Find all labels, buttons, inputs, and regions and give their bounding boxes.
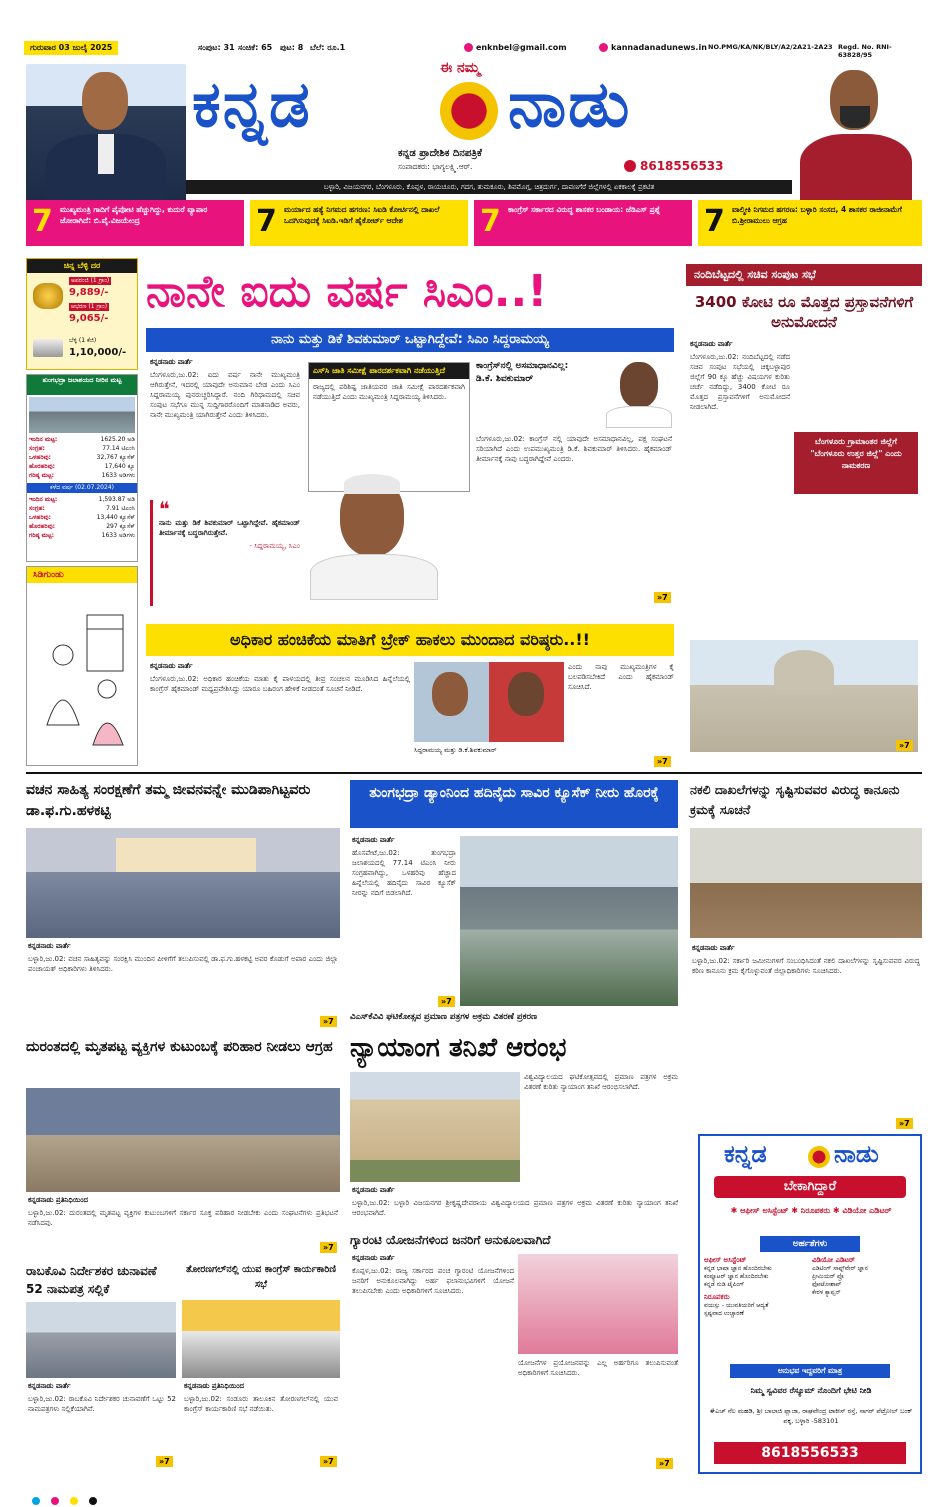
gold-24k-rate: 9,889/-: [69, 287, 109, 298]
dam-stat-row: ಇಂದಿನ ಮಟ್ಟ: 1625.20 ಅಡಿ: [29, 436, 135, 443]
lead-byline: ಕನ್ನಡನಾಡು ವಾರ್ತೆ: [150, 358, 193, 366]
fake-continued[interactable]: »7: [896, 1118, 913, 1129]
teaser-3[interactable]: 7 ಕಾಂಗ್ರೆಸ್ ಸರ್ಕಾರದ ವಿರುದ್ಧ ಶಾಸಕರ ಬಂಡಾಯ: ಜೆಡಿಎಸ್ ಪ್ರಶ್ನೆ: [474, 200, 692, 246]
email[interactable]: enknbel@gmail.com: [476, 43, 567, 52]
dam-gates-photo: [460, 836, 678, 1006]
inquiry-kicker: ವಿಎಸ್‌ಕೆವಿವಿ ಘಟಿಕೋತ್ಸವ ಪ್ರಮಾಣ ಪತ್ರಗಳ ಅಕ್ರಮ ವಿತರಣೆ ಪ್ರಕರಣ: [350, 1012, 538, 1022]
lead-body: ಬೆಂಗಳೂರು,ಜು.02: ಐದು ವರ್ಷ ನಾನೇ ಮುಖ್ಯಮಂತ್ರಿ ಆಗಿರುತ್ತೇನೆ, ಇದರಲ್ಲಿ ಯಾವುದೇ ಅನುಮಾನ ಬೇಡ ಎಂದು ಸಿಎಂ ಸಿದ್ದರಾಮಯ್ಯ ಪುನರುಚ್ಚರಿಸಿದ್ದಾರೆ. ನಂದಿ ಗಿರಿಧಾಮದಲ್ಲಿ ಸಚಿವ ಸಂಪುಟ ಸಭೆಗೂ ಮುನ್ನ ಸುದ್ದಿಗಾರರೊಂದಿಗೆ ಮಾತನಾಡಿದ ಅವರು, ನಾನೇ ಮುಖ್ಯಮಂತ್ರಿ ಯಾಗಿರುತ್ತೇನೆ ಎಂದು ತಿಳಿಸಿದರು.: [150, 371, 300, 419]
inquiry-body: ವಿಶ್ವವಿದ್ಯಾಲಯದ ಘಟಿಕೋತ್ಸವದಲ್ಲಿ ಪ್ರಮಾಣ ಪತ್ರಗಳ ಅಕ್ರಮ ವಿತರಣೆ ಕುರಿತು ನ್ಯಾಯಾಂಗ ತನಿಖೆ ಆರಂಭಿಸಲಾಗಿದೆ.: [524, 1073, 678, 1091]
ad-title-left: ಕನ್ನಡ: [724, 1140, 767, 1168]
price: ಬೆಲೆ: ರೂ.1: [310, 43, 346, 52]
ad-col2: ವಿಡಿಯೋ ಎಡಿಟರ್ ಎಡಿಟಿಂಗ್ ಸಾಫ್ಟ್‌ವೇರ್ ಜ್ಞಾನ ಪ್ರೀಮಿಯರ್ ಪ್ರೊ ಫೋಟೋಶಾಪ್ ಕೇರಳ ಕ್ಯಾಪ್ಷನ್: [812, 1256, 868, 1296]
raichur-continued[interactable]: »7: [156, 1456, 173, 1467]
power-body-2: ಎಂದು ನಾವು ಮುಖ್ಯಮಂತ್ರಿಗಳ ಕೈ ಬಲಪಡಿಸಬೇಕಿದೆ ಎಂದು ಹೈಕಮಾಂಡ್ ಸೂಚಿಸಿದೆ.: [568, 663, 674, 691]
siddaramaiah-photo: [300, 470, 450, 600]
website[interactable]: kannadanadunews.in: [611, 43, 707, 52]
teaser-strip: [26, 200, 922, 246]
inquiry-byline: ಕನ್ನಡನಾಡು ವಾರ್ತೆ: [352, 1186, 395, 1194]
raichur-photo: [26, 1302, 176, 1378]
ad-wanted: ಬೇಕಾಗಿದ್ದಾರೆ: [714, 1176, 906, 1198]
fake-byline: ಕನ್ನಡನಾಡು ವಾರ್ತೆ: [692, 944, 735, 952]
nandi-body: ಬೆಂಗಳೂರು,ಜು.02: ನಂದಿಬೆಟ್ಟದಲ್ಲಿ ನಡೆದ ಸಚಿವ ಸಂಪುಟ ಸಭೆಯಲ್ಲಿ ಚಿಕ್ಕಬಳ್ಳಾಪುರ ಜಿಲ್ಲೆಗೆ 90 ಕ್ಕೂ ಹೆಚ್ಚು ವಿಷಯಗಳ ಕುರಿತು ಚರ್ಚೆ ನಡೆದಿದ್ದು, 3400 ಕೋಟಿ ರೂ ಮೊತ್ತದ ಪ್ರಸ್ತಾವನೆಗಳಿಗೆ ಅನುಮೋದನೆ ನೀಡಲಾಗಿದೆ.: [690, 353, 790, 411]
guarantee-photo: [518, 1254, 678, 1354]
gold-coin-icon: [33, 283, 63, 309]
politician-photo-left: [26, 64, 186, 204]
dam-stat-row: ಒಳಹರಿವು: 13,440 ಕ್ಯೂಸೆಕ್: [29, 514, 135, 521]
power-body: ಬೆಂಗಳೂರು,ಜು.02: ಅಧಿಕಾರ ಹಂಚಿಕೆಯ ಮಾತು ಕೈ ಪಾಳಯದಲ್ಲಿ ತೀವ್ರ ಸಂಚಲನ ಮೂಡಿಸಿದ ಹಿನ್ನೆಲೆಯಲ್ಲಿ ಕಾಂಗ್ರೆಸ್ ಹೈಕಮಾಂಡ್ ಮಧ್ಯಪ್ರವೇಶಿಸಿದ್ದು ಯಾರೂ ಬಹಿರಂಗ ಹೇಳಿಕೆ ನೀಡದಂತೆ ಸೂಚನೆ ನೀಡಿದೆ.: [150, 675, 410, 693]
cartoon-illustration: [27, 585, 137, 765]
toranagal-headline: ತೋರಣಗಲ್‌ನಲ್ಲಿ ಯುವ ಕಾಂಗ್ರೆಸ್ ಕಾರ್ಯಕಾರಿಣಿ ಸಭೆ: [185, 1264, 336, 1290]
toranagal-body: ಬಳ್ಳಾರಿ,ಜು.02: ಸಂಡೂರು ತಾಲೂಕಿನ ತೋರಣಗಲ್‌ನಲ್ಲಿ ಯುವ ಕಾಂಗ್ರೆಸ್ ಕಾರ್ಯಕಾರಿಣಿ ಸಭೆ ನಡೆಯಿತು.: [184, 1395, 338, 1413]
dam-stat-row: ಗರಿಷ್ಠ ಮಟ್ಟ: 1633 ಅಡಿಗಳು: [29, 532, 135, 539]
dam-title: ತುಂಗಭದ್ರಾ ಜಲಾಶಯದ ನೀರಿನ ಮಟ್ಟ: [27, 375, 137, 395]
dam-stat-row: ಗರಿಷ್ಠ ಮಟ್ಟ: 1633 ಅಡಿಗಳು: [29, 472, 135, 479]
dam-stats-last-year: [29, 495, 135, 540]
guarantee-body: ಕೊಪ್ಪಳ,ಜು.02: ರಾಜ್ಯ ಸರ್ಕಾರದ ಪಂಚ ಗ್ಯಾರಂಟಿ ಯೋಜನೆಗಳಿಂದ ಜನರಿಗೆ ಅನುಕೂಲವಾಗಿದ್ದು ಅರ್ಹ ಫಲಾನುಭವಿಗಳಿಗೆ ಯೋಜನೆ ತಲುಪಿಸಬೇಕು ಎಂದು ಅಧಿಕಾರಿಗಳಿಗೆ ಸೂಚಿಸಿದರು.: [352, 1267, 514, 1295]
ad-address: #ಎಚ್ ನೆಲ ಮಹಡಿ, ಶ್ರೀ ಬಾಲಾಜಿ ಪ್ಲಾಜಾ, ರಾಘವೇಂದ್ರ ಟಾಕೀಸ್ ರಸ್ತೆ, ಸಾಗರ್ ಪೆಟ್ರೋಲ್ ಬಂಕ್ ಪಕ್ಕ, ಬಳ್ಳಾರಿ -583101: [709, 1407, 913, 1425]
silver-rate: 1,10,000/-: [69, 347, 127, 358]
quote-box: ❝ ನಾನು ಮತ್ತು ಡಿಕೆ ಶಿವಕುಮಾರ್ ಒಟ್ಟಾಗಿದ್ದೇವೆ. ಹೈಕಮಾಂಡ್ ತೀರ್ಮಾನಕ್ಕೆ ಬದ್ಧರಾಗಿರುತ್ತೇವೆ. - ಸಿದ್ದರಾಮಯ್ಯ, ಸಿಎಂ: [150, 500, 300, 606]
paper-title-left: ಕನ್ನಡ: [192, 68, 312, 142]
guarantee-byline: ಕನ್ನಡನಾಡು ವಾರ್ತೆ: [352, 1254, 395, 1262]
ad-resume: ನಿಮ್ಮ ಸ್ವವಿವರ ರೆಸ್ಯೂಮ್ ನೊಂದಿಗೆ ಭೇಟಿ ನೀಡಿ: [750, 1386, 872, 1395]
compensation-body: ಬಳ್ಳಾರಿ,ಜು.02: ದುರಂತದಲ್ಲಿ ಮೃತಪಟ್ಟ ವ್ಯಕ್ತಿಗಳ ಕುಟುಂಬಗಳಿಗೆ ಸರ್ಕಾರ ಸೂಕ್ತ ಪರಿಹಾರ ನೀಡಬೇಕು ಎಂದು ಸಂಘಟನೆಗಳು ಪ್ರತಿಭಟನೆ ನಡೆಸಿದವು.: [28, 1209, 338, 1227]
teaser-1[interactable]: 7 ಮುಖ್ಯಮಂತ್ರಿ ಗಾದಿಗೆ ಪೈಪೋಟಿ ಹೆಚ್ಚುಗಿದ್ದು, ಕುದುರೆ ವ್ಯಾಪಾರ ಜೋರಾಗಿದೆ: ಬಿ.ವೈ.ವಿಜಯೇಂದ್ರ: [26, 200, 244, 246]
lead-headline: ನಾನೇ ಐದು ವರ್ಷ ಸಿಎಂ..!: [146, 266, 548, 317]
tunga-body: ಹೊಸಪೇಟೆ,ಜು.02: ತುಂಗಭದ್ರಾ ಜಲಾಶಯದಲ್ಲಿ 77.14 ಟಿಎಂಸಿ ನೀರು ಸಂಗ್ರಹವಾಗಿದ್ದು, ಒಳಹರಿವು ಹೆಚ್ಚಾದ ಹಿನ್ನೆಲೆಯಲ್ಲಿ ಹದಿನೈದು ಸಾವಿರ ಕ್ಯೂಸೆಕ್ ನೀರನ್ನು ನದಿಗೆ ಬಿಡಲಾಗಿದೆ.: [352, 849, 456, 897]
fold-divider: [26, 772, 922, 774]
ad-col1: ಆಫೀಸ್ ಅಸಿಸ್ಟೆಂಟ್ ಕನ್ನಡ ಭಾಷಾ ಜ್ಞಾನ ಹೊಂದಿರಬೇಕು ಕಂಪ್ಯೂಟರ್ ಜ್ಞಾನ ಹೊಂದಿರಬೇಕು ಕನ್ನಡ ನುಡಿ ಟೈಪಿಂಗ್ ನಿರೂಪಕರು ವಯಸ್ಸು - ಯುವತಿಯರಿಗೆ ಆದ್ಯತೆ ಸ್ಪಷ್ಟವಾದ ಉಚ್ಚಾರಣೆ: [704, 1256, 772, 1317]
silver-bar-icon: [33, 339, 63, 357]
fake-headline: ನಕಲಿ ದಾಖಲೆಗಳನ್ನು ಸೃಷ್ಟಿಸುವವರ ವಿರುದ್ಧ ಕಾನೂನು ಕ್ರಮಕ್ಕೆ ಸೂಚನೆ: [690, 782, 900, 817]
editor: ಸಂಪಾದಕರು: ಭಾಗ್ಯಲಕ್ಷ್ಮಿ.ಆರ್.: [398, 162, 473, 171]
guarantee-headline: ಗ್ಯಾರಂಟಿ ಯೋಜನೆಗಳಿಂದ ಜನರಿಗೆ ಅನುಕೂಲವಾಗಿದೆ: [350, 1233, 551, 1247]
quote-icon: ❝: [159, 497, 170, 521]
guarantee-body-2: ಯೋಜನೆಗಳ ಪ್ರಯೋಜನವನ್ನು ಎಲ್ಲ ಅರ್ಹರಿಗೂ ತಲುಪಿಸುವಂತೆ ಅಧಿಕಾರಿಗಳಿಗೆ ಸೂಚಿಸಿದರು.: [518, 1359, 678, 1377]
dam-stat-row: ಹೊರಹರಿವು: 17,640 ಕ್ಯೂ: [29, 463, 135, 470]
masthead-phone[interactable]: 8618556533: [640, 159, 724, 173]
pages: ಪುಟ: 8: [280, 43, 304, 52]
dk-photo: [606, 358, 672, 428]
politician-photo-right: [790, 64, 920, 204]
raichur-body: ಬಳ್ಳಾರಿ,ಜು.02: ರಾಬಕೊವಿ ನಿರ್ದೇಶಕರ ಚುನಾವಣೆಗೆ ಒಟ್ಟು 52 ನಾಮಪತ್ರಗಳು ಸಲ್ಲಿಕೆಯಾಗಿವೆ.: [28, 1395, 176, 1413]
compensation-byline: ಕನ್ನಡನಾಡು ಪ್ರತಿನಿಧಿಯಿಂದ: [28, 1196, 88, 1204]
inquiry-body-2: ಬಳ್ಳಾರಿ,ಜು.02: ಬಳ್ಳಾರಿ ವಿಜಯನಗರ ಶ್ರೀಕೃಷ್ಣದೇವರಾಯ ವಿಶ್ವವಿದ್ಯಾಲಯದ ಪ್ರಮಾಣ ಪತ್ರಗಳ ಅಕ್ರಮ ವಿತರಣೆ ಕುರಿತು ನ್ಯಾಯಾಂಗ ತನಿಖೆ ಆರಂಭವಾಗಿದೆ.: [352, 1199, 678, 1217]
volume: ಸಂಪುಟ: 31: [198, 43, 235, 52]
ad-title-right: ನಾಡು: [834, 1140, 879, 1168]
karnataka-map-logo: [440, 82, 498, 140]
issue-no: ಸಂಚಿಕೆ: 65: [238, 43, 273, 52]
vidhana-soudha-photo: [690, 640, 918, 752]
vachana-headline: ವಚನ ಸಾಹಿತ್ಯ ಸಂರಕ್ಷಣೆಗೆ ತಮ್ಮ ಜೀವನವನ್ನೇ ಮುಡಿಪಾಗಿಟ್ಟವರು ಡಾ.ಫ.ಗು.ಹಳಕಟ್ಟಿ: [26, 782, 311, 819]
ad-logo: [808, 1146, 830, 1168]
power-headline: ಅಧಿಕಾರ ಹಂಚಿಕೆಯ ಮಾತಿಗೆ ಬ್ರೇಕ್ ಹಾಕಲು ಮುಂದಾದ ವರಿಷ್ಠರು..!!: [146, 624, 674, 656]
masthead-topbar: [24, 40, 924, 58]
lead-subheadline: ನಾನು ಮತ್ತು ಡಿಕೆ ಶಿವಕುಮಾರ್ ಒಟ್ಟಾಗಿದ್ದೇವೆ: ಸಿಎಂ ಸಿದ್ದರಾಮಯ್ಯ: [146, 328, 674, 352]
protest-photo: [26, 1088, 340, 1192]
dam-photo: [29, 397, 135, 433]
vachana-byline: ಕನ್ನಡನಾಡು ವಾರ್ತೆ: [28, 942, 71, 950]
raichur-byline: ಕನ್ನಡನಾಡು ವಾರ್ತೆ: [28, 1382, 71, 1390]
dam-stat-row: ಇಂದಿನ ಮಟ್ಟ: 1,593.87 ಅಡಿ: [29, 496, 135, 503]
cartoon-title: ಸಿಡಿಗುಂಡು: [27, 567, 137, 583]
vachana-photo: [26, 828, 340, 938]
job-ad: [698, 1134, 922, 1474]
tunga-continued[interactable]: »7: [438, 996, 455, 1007]
teaser-2[interactable]: 7 ಮರ್ಯಾದ ಹತ್ಯೆ ನಿಗಮದ ಹಗರಣ: ಸಿಐಡಿ ಕೋರ್ಟಿನಲ್ಲಿ ದಾಖಲೆ ಒದಗಿಸುವುದಕ್ಕೆ ಸಿಐಡಿ.ಇಡಿಗೆ ಹೈಕೋರ್ಟ್ ಆದೇಶ: [250, 200, 468, 246]
web-icon: [599, 43, 608, 52]
compensation-continued[interactable]: »7: [320, 1242, 337, 1253]
fake-body: ಬಳ್ಳಾರಿ,ಜು.02: ಸರ್ಕಾರಿ ಜಮೀನುಗಳಿಗೆ ಸಂಬಂಧಿಸಿದಂತೆ ನಕಲಿ ದಾಖಲೆಗಳನ್ನು ಸೃಷ್ಟಿಸುವವರ ವಿರುದ್ಧ ಕಠಿಣ ಕಾನೂನು ಕ್ರಮ ಕೈಗೊಳ್ಳುವಂತೆ ಜಿಲ್ಲಾಧಿಕಾರಿಗಳು ಸೂಚಿಸಿದರು.: [692, 957, 920, 975]
ad-experience: ಅನುಭವ ಇದ್ದವರಿಗೆ ಮಾತ್ರ: [730, 1364, 890, 1378]
power-byline: ಕನ್ನಡನಾಡು ವಾರ್ತೆ: [150, 662, 193, 670]
circulation-strip: ಬಳ್ಳಾರಿ, ವಿಜಯನಗರ, ಬೆಂಗಳೂರು, ಕೊಪ್ಪಳ, ರಾಯಚೂರು, ಗದಗ, ತುಮಕೂರು, ಶಿವಮೊಗ್ಗ, ಚಿತ್ರದುರ್ಗ, ದಾವಣಗೆರೆ ಜಿಲ್ಲೆಗಳಲ್ಲಿ ಏಕಕಾಲಕ್ಕೆ ಪ್ರಕಟಿತ: [186, 180, 792, 194]
email-icon: [464, 43, 473, 52]
tunga-headline: ತುಂಗಭದ್ರಾ ಡ್ಯಾಂನಿಂದ ಹದಿನೈದು ಸಾವಿರ ಕ್ಯೂಸೆಕ್ ನೀರು ಹೊರಕ್ಕೆ: [350, 780, 678, 828]
nandi-continued[interactable]: »7: [896, 740, 913, 751]
gold-22k-rate: 9,065/-: [69, 313, 109, 324]
toranagal-byline: ಕನ್ನಡನಾಡು ಪ್ರತಿನಿಧಿಯಿಂದ: [184, 1382, 244, 1390]
dam-level-box: [26, 374, 138, 562]
ad-phone[interactable]: 8618556533: [714, 1442, 906, 1464]
tagline: ಕನ್ನಡ ಪ್ರಾದೇಶಿಕ ದಿನಪತ್ರಿಕೆ: [398, 148, 482, 159]
sc-survey-box: ಎಸ್‌ಸಿ ಜಾತಿ ಸಮೀಕ್ಷೆ ಪಾರದರ್ಶಕವಾಗಿ ನಡೆಯುತ್ತಿದೆ ರಾಜ್ಯದಲ್ಲಿ ಪರಿಶಿಷ್ಟ ಜಾತಿಯವರ ಜಾತಿ ಸಮೀಕ್ಷೆ ಪಾರದರ್ಶಕವಾಗಿ ನಡೆಯುತ್ತಿದೆ ಎಂದು ಮುಖ್ಯಮಂತ್ರಿ ಸಿದ್ದರಾಮಯ್ಯ ತಿಳಿಸಿದರು.: [308, 362, 470, 492]
toranagal-continued[interactable]: »7: [320, 1456, 337, 1467]
dk-title: ಕಾಂಗ್ರೆಸ್‌ನಲ್ಲಿ ಅಸಮಾಧಾನವಿಲ್ಲ: ಡಿ.ಕೆ. ಶಿವಕುಮಾರ್: [476, 360, 586, 386]
rni-reg: Regd. No. RNI- 63828/95: [838, 43, 892, 59]
ad-roles: ✱ ಆಫೀಸ್ ಅಸಿಸ್ಟೆಂಟ್ ✱ ನಿರೂಪಕರು ✱ ವಿಡಿಯೋ ಎಡಿಟರ್: [730, 1206, 892, 1215]
guarantee-continued[interactable]: »7: [656, 1458, 673, 1469]
vachana-body: ಬಳ್ಳಾರಿ,ಜು.02: ವಚನ ಸಾಹಿತ್ಯವನ್ನು ಸಂರಕ್ಷಿಸಿ ಮುಂದಿನ ಪೀಳಿಗೆಗೆ ತಲುಪಿಸುವಲ್ಲಿ ಡಾ.ಫ.ಗು.ಹಳಕಟ್ಟಿ ಅವರ ಕೊಡುಗೆ ಅಪಾರ ಎಂದು ಜಿಲ್ಲಾ ಪಂಚಾಯತ್ ಅಧಿಕಾರಿಗಳು ತಿಳಿಸಿದರು.: [28, 955, 338, 973]
paper-title-small: ಈ ನಮ್ಮ: [440, 60, 481, 76]
print-marks-left: [32, 1490, 142, 1498]
power-photo: [414, 662, 564, 742]
dam-stat-row: ಸಂಗ್ರಹ: 7.91 ಟಿಎಂಸಿ: [29, 505, 135, 512]
lead-continued[interactable]: »7: [654, 592, 671, 603]
compensation-headline: ದುರಂತದಲ್ಲಿ ಮೃತಪಟ್ಟ ವ್ಯಕ್ತಿಗಳ ಕುಟುಂಬಕ್ಕೆ ಪರಿಹಾರ ನೀಡಲು ಆಗ್ರಹ: [26, 1039, 333, 1055]
paper-title-right: ನಾಡು: [508, 68, 632, 142]
whatsapp-icon: [624, 160, 636, 172]
gold-rate-title: ಚಿನ್ನ ಬೆಳ್ಳಿ ದರ: [27, 259, 137, 273]
gold-rate-box: ಚಿನ್ನ ಬೆಳ್ಳಿ ದರ ಅಪರಂಜಿ (1 ಗ್ರಾಂ) 9,889/- ಆಭರಣ (1 ಗ್ರಾಂ) 9,065/- ಬೆಳ್ಳಿ (1 ಕೆಜಿ) 1,10,000/-: [26, 258, 138, 370]
tunga-byline: ಕನ್ನಡನಾಡು ವಾರ್ತೆ: [352, 836, 395, 844]
vachana-continued[interactable]: »7: [320, 1016, 337, 1027]
power-caption: ಸಿದ್ದರಾಮಯ್ಯ ಮತ್ತು ಡಿ.ಕೆ.ಶಿವಕುಮಾರ್: [414, 746, 497, 754]
power-continued[interactable]: »7: [654, 756, 671, 767]
toranagal-photo: [182, 1300, 340, 1378]
dk-box: ಕಾಂಗ್ರೆಸ್‌ನಲ್ಲಿ ಅಸಮಾಧಾನವಿಲ್ಲ: ಡಿ.ಕೆ. ಶಿವಕುಮಾರ್ ಬೆಂಗಳೂರು,ಜು.02: ಕಾಂಗ್ರೆಸ್ ನಲ್ಲಿ ಯಾವುದೇ ಅಸಮಾಧಾನವಿಲ್ಲ, ಪಕ್ಷ ಸಂಘಟನೆ ಸರಿಯಾಗಿದೆ ಎಂದು ಉಪಮುಖ್ಯಮಂತ್ರಿ ಡಿ.ಕೆ. ಶಿವಕುಮಾರ್ ತಿಳಿಸಿದರು. ಹೈಕಮಾಂಡ್ ತೀರ್ಮಾನಕ್ಕೆ ನಾವು ಬದ್ಧರಾಗಿದ್ದೇವೆ ಎಂದರು.: [476, 358, 674, 604]
dam-stats-current: [29, 435, 135, 480]
nandi-tag: ನಂದಿಬೆಟ್ಟದಲ್ಲಿ ಸಚಿವ ಸಂಪುಟ ಸಭೆ: [686, 264, 922, 286]
inquiry-headline: ನ್ಯಾಯಾಂಗ ತನಿಖೆ ಆರಂಭ: [350, 1033, 567, 1063]
issue-date: ಗುರುವಾರ 03 ಜುಲೈ 2025: [24, 41, 118, 55]
dam-stat-row: ಸಂಗ್ರಹ: 77.14 ಟಿಎಂಸಿ: [29, 445, 135, 452]
meeting-photo: [690, 828, 922, 938]
nandi-headline: 3400 ಕೋಟಿ ರೂ ಮೊತ್ತದ ಪ್ರಸ್ತಾವನೆಗಳಿಗೆ ಅನುಮೋದನೆ: [694, 293, 914, 331]
dam-last-year: ಕಳೆದ ವರ್ಷ (02.07.2024): [27, 483, 137, 493]
raichur-headline: ರಾಬಕೊವಿ ನಿರ್ದೇಶಕರ ಚುನಾವಣೆ 52 ನಾಮಪತ್ರ ಸಲ್ಲಿಕೆ: [26, 1264, 157, 1296]
university-photo: [350, 1072, 520, 1182]
postal-reg: NO.PMG/KA/NK/BLY/A2/2A21-2A23: [708, 43, 833, 51]
cartoon-box: [26, 566, 138, 766]
ad-qualifications-title: ಅರ್ಹತೆಗಳು: [760, 1236, 860, 1252]
dam-stat-row: ಹೊರಹರಿವು: 297 ಕ್ಯೂಸೆಕ್: [29, 523, 135, 530]
nandi-byline: ಕನ್ನಡನಾಡು ವಾರ್ತೆ: [690, 340, 733, 348]
dam-stat-row: ಒಳಹರಿವು: 32,767 ಕ್ಯೂಸೆಕ್: [29, 454, 135, 461]
nandi-callout: ಬೆಂಗಳೂರು ಗ್ರಾಮಾಂತರ ಜಿಲ್ಲೆಗೆ "ಬೆಂಗಳೂರು ಉತ್ತರ ಜಿಲ್ಲೆ" ಎಂದು ನಾಮಕರಣ: [794, 432, 918, 494]
teaser-4[interactable]: 7 ವಾಲ್ಮೀಕಿ ನಿಗಮದ ಹಗರಣ: ಬಳ್ಳಾರಿ ಸಂಸದ, 4 ಶಾಸಕರ ರಾಜೀನಾಮೆಗೆ ಬಿ.ಶ್ರೀರಾಮುಲು ಆಗ್ರಹ: [698, 200, 922, 246]
